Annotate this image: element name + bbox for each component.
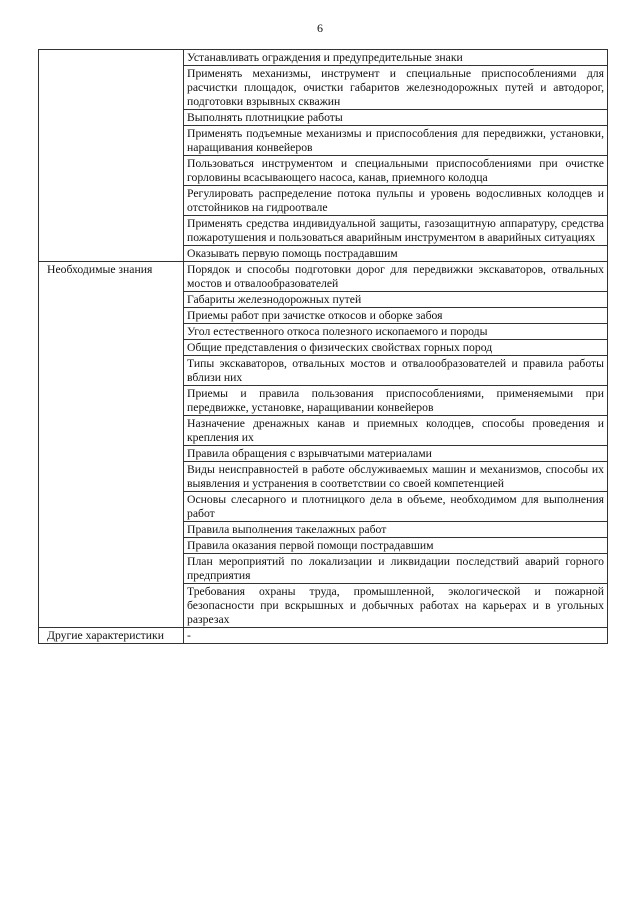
competency-table-body xyxy=(39,50,608,644)
table-row xyxy=(39,156,608,186)
row-label xyxy=(39,216,184,246)
row-item: Основы слесарного и плотницкого дела в объеме, необходимом для выполнения работ xyxy=(184,492,608,522)
row-label: Другие характеристики xyxy=(39,628,184,644)
row-label xyxy=(39,386,184,416)
row-label xyxy=(39,462,184,492)
row-item: Применять механизмы, инструмент и специальные приспособлениями для расчистки площадок, очистки габаритов железнодорожных путей и автодорог, подготовки взрывных скважин xyxy=(184,66,608,110)
table-row xyxy=(39,66,608,110)
row-item: Правила оказания первой помощи пострадавшим xyxy=(184,538,608,554)
row-item: Пользоваться инструментом и специальными приспособлениями при очистке горловины всасывающего насоса, канав, приемного колодца xyxy=(184,156,608,186)
row-label xyxy=(39,246,184,262)
table-row xyxy=(39,324,608,340)
row-label xyxy=(39,356,184,386)
page-number: 6 xyxy=(317,21,323,35)
table-row xyxy=(39,386,608,416)
table-row xyxy=(39,308,608,324)
table-row xyxy=(39,186,608,216)
row-label xyxy=(39,416,184,446)
row-item: Габариты железнодорожных путей xyxy=(184,292,608,308)
row-item: - xyxy=(184,628,608,644)
row-item: Требования охраны труда, промышленной, экологической и пожарной безопасности при вскрышных и добычных работах на карьерах и в угольных разрезах xyxy=(184,584,608,628)
table-row xyxy=(39,126,608,156)
row-label xyxy=(39,50,184,66)
table-row xyxy=(39,416,608,446)
table-row xyxy=(39,50,608,66)
row-item: Приемы работ при зачистке откосов и оборке забоя xyxy=(184,308,608,324)
row-label xyxy=(39,446,184,462)
table-row xyxy=(39,356,608,386)
table-row xyxy=(39,110,608,126)
table-row xyxy=(39,446,608,462)
row-item: Устанавливать ограждения и предупредительные знаки xyxy=(184,50,608,66)
table-row xyxy=(39,246,608,262)
row-item: Регулировать распределение потока пульпы и уровень водосливных колодцев и отстойников на гидроотвале xyxy=(184,186,608,216)
row-label xyxy=(39,492,184,522)
table-row xyxy=(39,628,608,644)
row-label xyxy=(39,308,184,324)
row-item: Виды неисправностей в работе обслуживаемых машин и механизмов, способы их выявления и устранения в соответствии со своей компетенцией xyxy=(184,462,608,492)
row-item: Применять подъемные механизмы и приспособления для передвижки, установки, наращивания конвейеров xyxy=(184,126,608,156)
table-row xyxy=(39,584,608,628)
competency-table xyxy=(38,49,608,644)
row-label: Необходимые знания xyxy=(39,262,184,292)
row-item: Выполнять плотницкие работы xyxy=(184,110,608,126)
table-row xyxy=(39,262,608,292)
row-label xyxy=(39,110,184,126)
table-row xyxy=(39,538,608,554)
table-row xyxy=(39,492,608,522)
table-row xyxy=(39,554,608,584)
row-label xyxy=(39,66,184,110)
row-label xyxy=(39,522,184,538)
row-item: Приемы и правила пользования приспособлениями, применяемыми при передвижке, установке, наращивании конвейеров xyxy=(184,386,608,416)
row-label xyxy=(39,554,184,584)
row-label xyxy=(39,324,184,340)
row-label xyxy=(39,126,184,156)
table-row xyxy=(39,522,608,538)
table-row xyxy=(39,462,608,492)
row-item: Типы экскаваторов, отвальных мостов и отвалообразователей и правила работы вблизи них xyxy=(184,356,608,386)
row-label xyxy=(39,186,184,216)
table-row xyxy=(39,216,608,246)
row-label xyxy=(39,538,184,554)
row-item: Угол естественного откоса полезного ископаемого и породы xyxy=(184,324,608,340)
row-item: Применять средства индивидуальной защиты, газозащитную аппаратуру, средства пожаротушения и пользоваться аварийным инструментом в аварийных ситуациях xyxy=(184,216,608,246)
row-label xyxy=(39,340,184,356)
row-item: Правила обращения с взрывчатыми материалами xyxy=(184,446,608,462)
row-item: Порядок и способы подготовки дорог для передвижки экскаваторов, отвальных мостов и отвалообразователей xyxy=(184,262,608,292)
row-item: Назначение дренажных канав и приемных колодцев, способы проведения и крепления их xyxy=(184,416,608,446)
row-item: Правила выполнения такелажных работ xyxy=(184,522,608,538)
row-item: Общие представления о физических свойствах горных пород xyxy=(184,340,608,356)
row-label xyxy=(39,292,184,308)
table-row xyxy=(39,292,608,308)
row-label xyxy=(39,156,184,186)
row-item: План мероприятий по локализации и ликвидации последствий аварий горного предприятия xyxy=(184,554,608,584)
table-row xyxy=(39,340,608,356)
row-label xyxy=(39,584,184,628)
row-item: Оказывать первую помощь пострадавшим xyxy=(184,246,608,262)
